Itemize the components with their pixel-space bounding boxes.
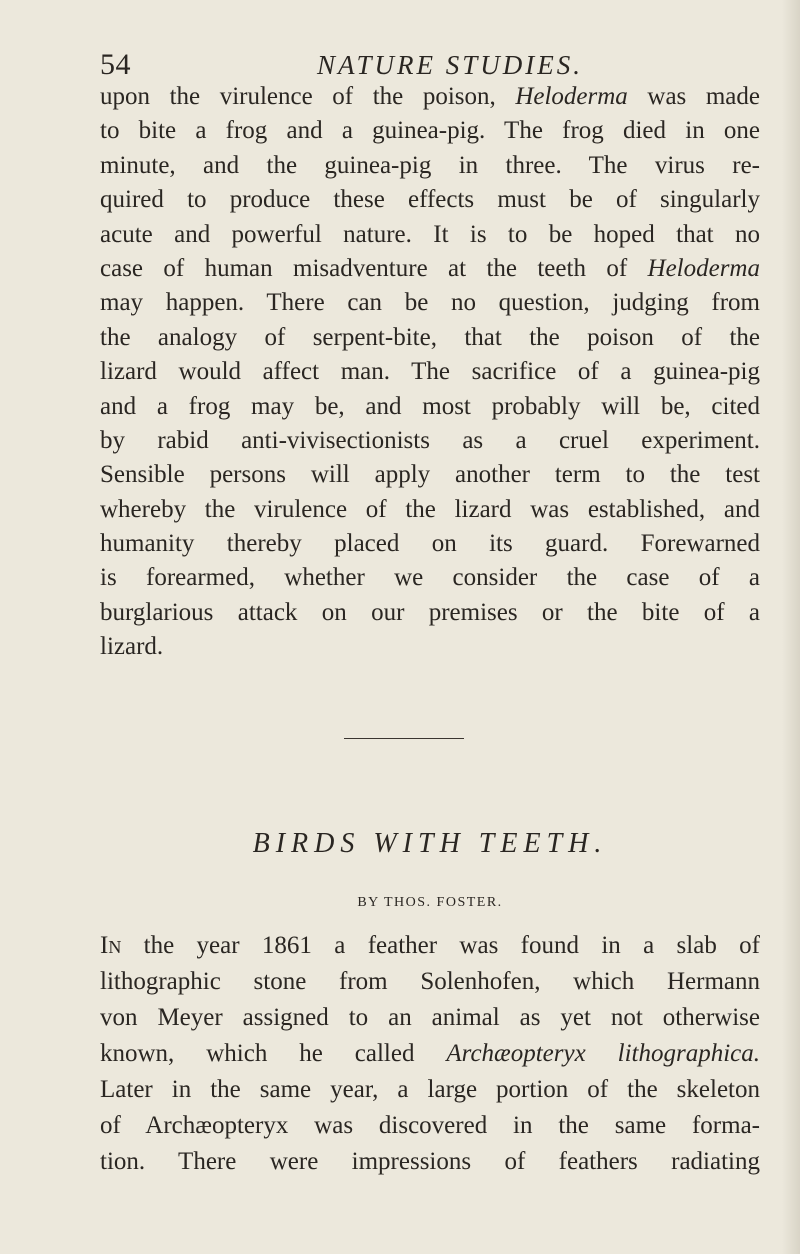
text-line: lithographic stone from Solenhofen, which Hermann bbox=[100, 968, 760, 995]
passage-heloderma bbox=[100, 80, 760, 665]
text-line: case of human misadventure at the teeth of Heloderma bbox=[100, 254, 760, 282]
byline: BY THOS. FOSTER. bbox=[357, 895, 503, 910]
running-head: NATURE STUDIES. bbox=[317, 50, 583, 80]
text-line: acute and powerful nature. It is to be hoped that no bbox=[100, 220, 760, 248]
text-line: known, which he called Archæopteryx lithographica. bbox=[100, 1040, 760, 1067]
text-line: tion. There were impressions of feathers radiating bbox=[100, 1148, 760, 1175]
text-line: lizard would affect man. The sacrifice of a guinea-pig bbox=[100, 358, 760, 386]
text-line: humanity thereby placed on its guard. Forewarned bbox=[100, 530, 760, 558]
page-edge-shadow bbox=[782, 0, 800, 1254]
text-line: lizard. bbox=[100, 633, 164, 661]
text-line: quired to produce these effects must be of singularly bbox=[100, 186, 760, 214]
text-line: of Archæopteryx was discovered in the same forma- bbox=[100, 1112, 760, 1139]
text-line: minute, and the guinea-pig in three. The virus re- bbox=[100, 151, 760, 179]
text-line: and a frog may be, and most probably will be, cited bbox=[100, 392, 760, 420]
text-line: the analogy of serpent-bite, that the poison of the bbox=[100, 323, 760, 351]
section-title: BIRDS WITH TEETH. bbox=[252, 828, 608, 859]
text-line: Sensible persons will apply another term to the test bbox=[100, 461, 760, 489]
text-line: Later in the same year, a large portion of the skeleton bbox=[100, 1076, 760, 1103]
text-line: von Meyer assigned to an animal as yet not otherwise bbox=[100, 1004, 760, 1031]
section-divider bbox=[344, 738, 464, 739]
text-line: whereby the virulence of the lizard was established, and bbox=[100, 495, 760, 523]
text-line: by rabid anti-vivisectionists as a cruel experiment. bbox=[100, 426, 760, 454]
passage-archaeopteryx bbox=[100, 928, 760, 1180]
text-line: may happen. There can be no question, judging from bbox=[100, 289, 760, 317]
page-number: 54 bbox=[100, 48, 131, 81]
text-line: In the year 1861 a feather was found in a slab of bbox=[100, 932, 760, 959]
text-line: burglarious attack on our premises or the bite of a bbox=[100, 598, 760, 626]
text-line: upon the virulence of the poison, Heloderma was made bbox=[100, 83, 760, 110]
text-line: is forearmed, whether we consider the case of a bbox=[100, 564, 760, 592]
text-line: to bite a frog and a guinea-pig. The frog died in one bbox=[100, 117, 760, 145]
